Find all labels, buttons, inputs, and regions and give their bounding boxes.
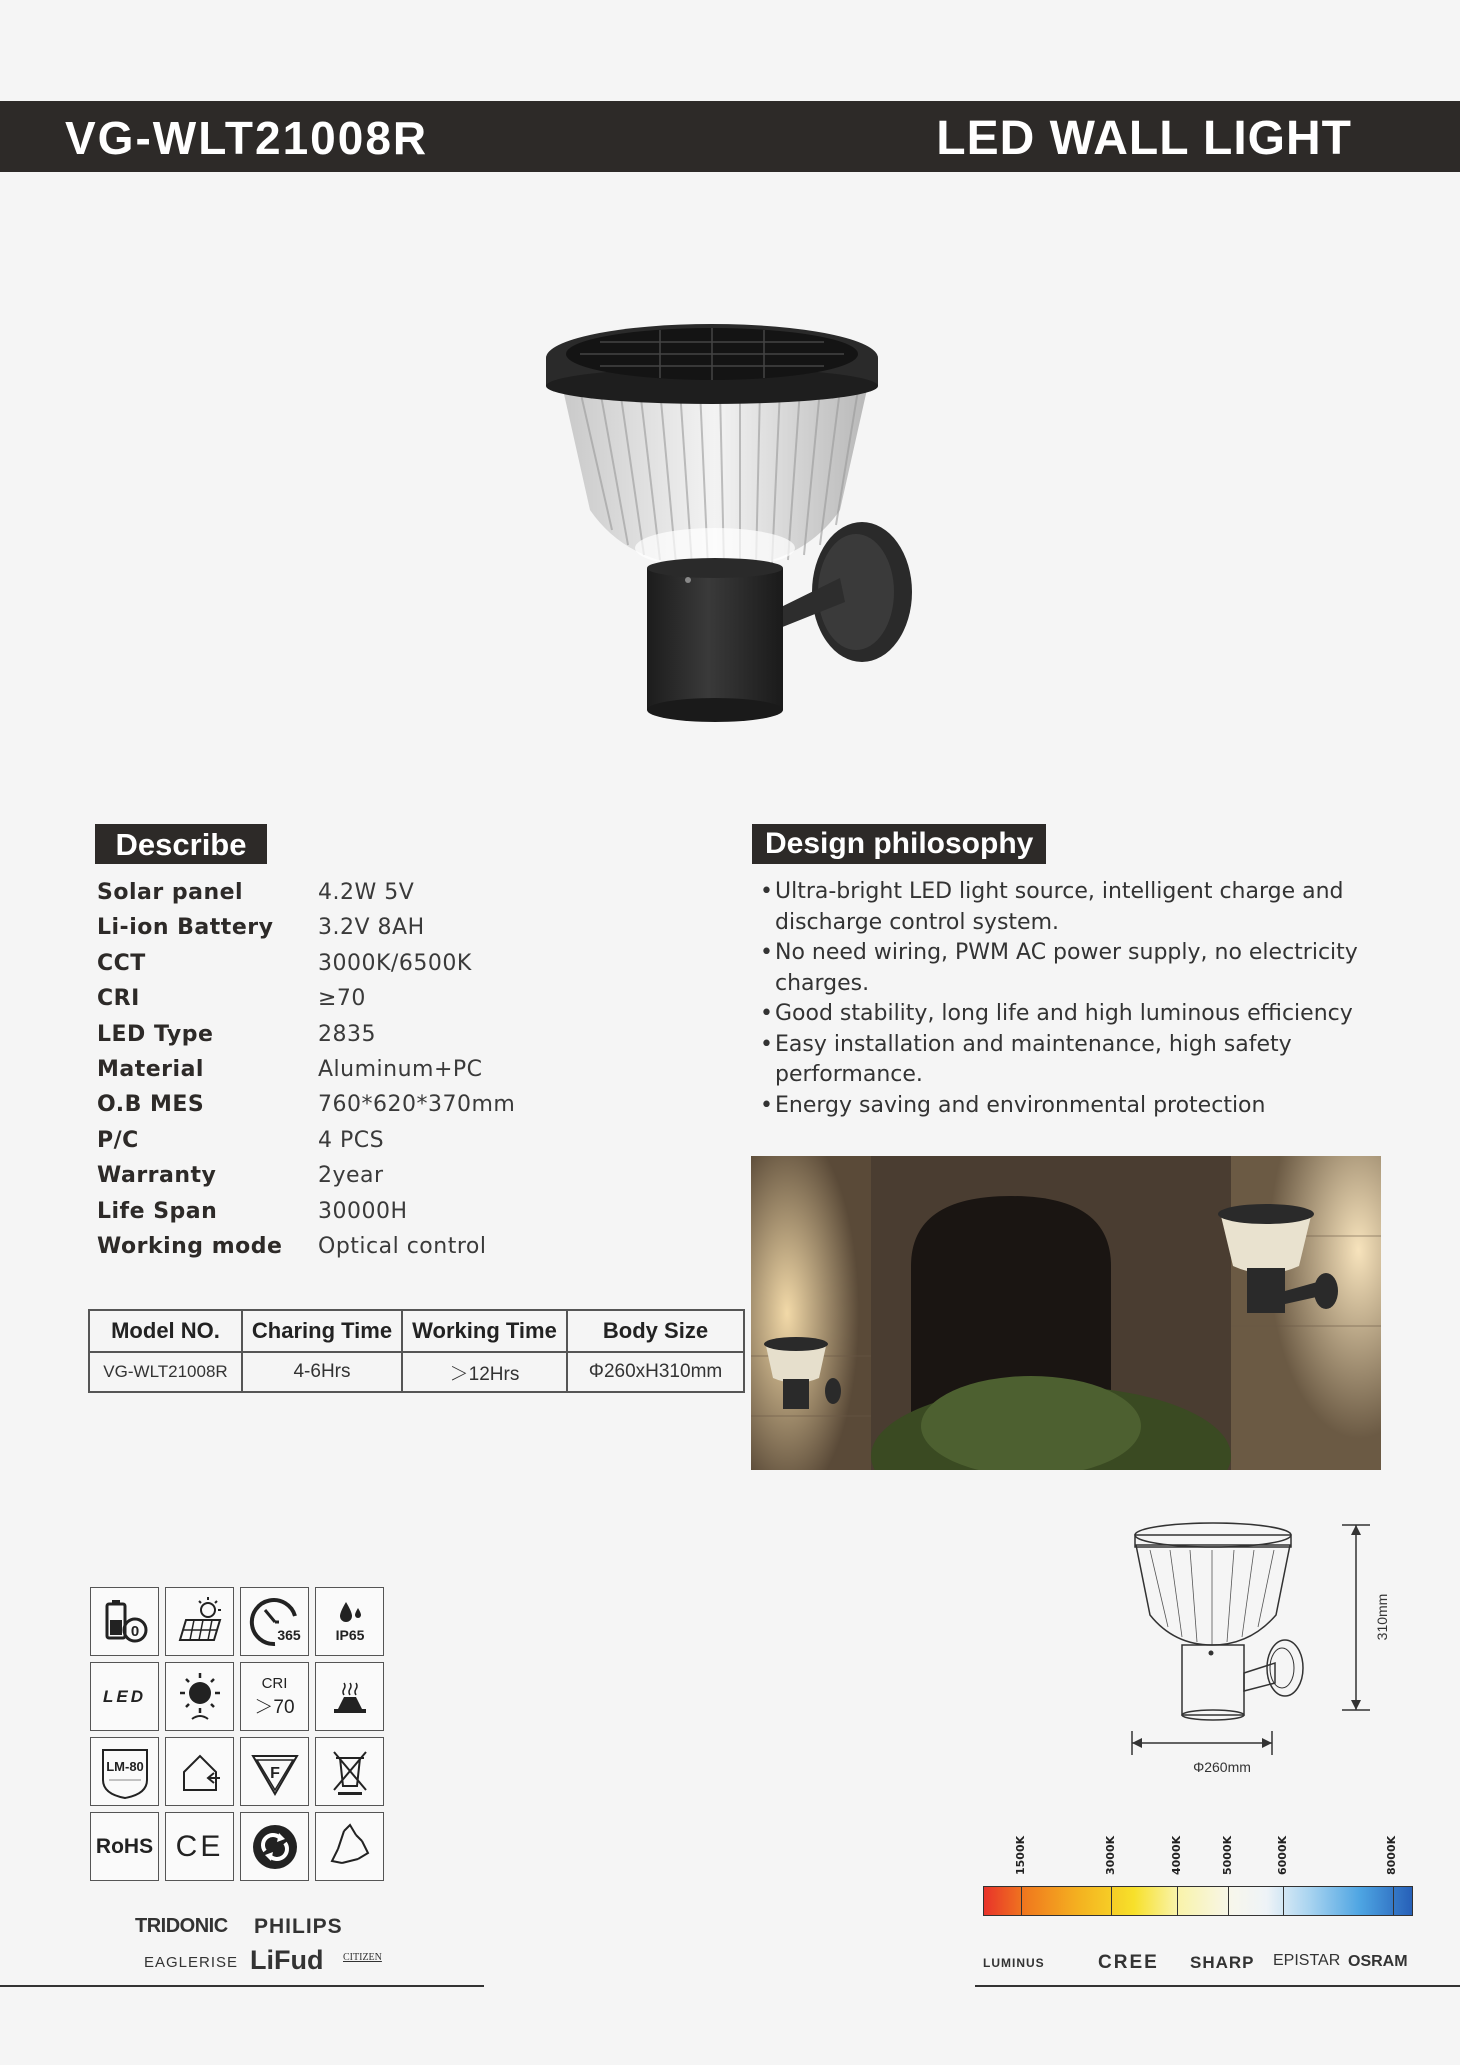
- cct-label: 4000K: [1170, 1835, 1183, 1875]
- footer-rule-right: [975, 1985, 1460, 1987]
- table-cell: Φ260xH310mm: [567, 1352, 744, 1392]
- dimension-drawing: [1110, 1505, 1400, 1795]
- spec-row: [97, 982, 557, 1016]
- svg-text:0: 0: [130, 1622, 139, 1640]
- spec-value: ≥70: [318, 986, 366, 1012]
- spec-label: P/C: [97, 1127, 139, 1153]
- spec-value: Aluminum+PC: [318, 1057, 483, 1082]
- spec-label: Li-ion Battery: [97, 915, 274, 941]
- table-header: Body Size: [567, 1310, 744, 1352]
- brand-eaglerise: EAGLERISE: [144, 1954, 239, 1971]
- spec-label: Life Span: [97, 1198, 218, 1224]
- design-bullet: • Easy installation and maintenance, high safety performance.: [760, 1030, 1360, 1091]
- svg-text:F: F: [269, 1764, 280, 1782]
- cct-tick: [1283, 1886, 1284, 1916]
- svg-text:365: 365: [276, 1626, 301, 1643]
- brand-luminus: LUMINUS: [983, 1956, 1045, 1970]
- spec-row: [97, 1088, 557, 1122]
- header-bar: [0, 101, 1460, 172]
- cct-tick: [1111, 1886, 1112, 1916]
- spec-row: [97, 911, 557, 945]
- recycle-triangle-icon: [315, 1812, 384, 1881]
- ip65-icon: [315, 1587, 384, 1656]
- spec-row: [97, 1159, 557, 1193]
- design-philosophy-title: Design philosophy: [752, 824, 1046, 864]
- recycle-arrow-icon: [240, 1812, 309, 1881]
- spec-label: Working mode: [97, 1234, 283, 1259]
- spec-row: [97, 1195, 557, 1229]
- diameter-dimension: Φ260mm: [1193, 1759, 1251, 1775]
- product-image: [540, 310, 920, 730]
- driver-brand-logos: [90, 1915, 390, 1985]
- brand-osram: OSRAM: [1348, 1953, 1408, 1970]
- cct-tick: [1177, 1886, 1178, 1916]
- describe-title: Describe: [95, 824, 267, 864]
- table-cell: ＞12Hrs: [402, 1352, 567, 1392]
- spec-label: Warranty: [97, 1163, 217, 1189]
- spec-value: 4 PCS: [318, 1127, 385, 1153]
- model-number: VG-WLT21008R: [65, 112, 429, 164]
- svg-text:IP65: IP65: [335, 1626, 364, 1643]
- battery-zero-icon: [90, 1587, 159, 1656]
- chip-brand-logos: [983, 1950, 1413, 1980]
- spec-row: [97, 876, 557, 910]
- house-arrow-icon: [165, 1737, 234, 1806]
- brand-citizen: CITIZEN: [343, 1952, 382, 1963]
- lm80-badge-icon: [90, 1737, 159, 1806]
- cct-tick: [1021, 1886, 1022, 1916]
- spec-label: CRI: [97, 986, 140, 1012]
- scene-photo: [751, 1156, 1381, 1470]
- f-mark-icon: [240, 1737, 309, 1806]
- solar-sun-icon: [165, 1587, 234, 1656]
- spec-value: 760*620*370mm: [318, 1092, 516, 1118]
- spec-value: Optical control: [318, 1234, 487, 1259]
- weee-bin-icon: [315, 1737, 384, 1806]
- product-type: LED WALL LIGHT: [936, 112, 1352, 165]
- table-header: Working Time: [402, 1310, 567, 1352]
- table-row: [89, 1352, 744, 1392]
- spec-label: Solar panel: [97, 880, 244, 905]
- cct-scale: [983, 1835, 1413, 1915]
- design-bullet: • Good stability, long life and high luminous efficiency: [760, 999, 1360, 1030]
- height-dimension: 310mm: [1374, 1593, 1390, 1641]
- table-cell: VG-WLT21008R: [89, 1352, 242, 1392]
- rohs-icon: RoHS: [90, 1812, 159, 1881]
- design-bullet: • No need wiring, PWM AC power supply, no electricity charges.: [760, 938, 1360, 999]
- design-bullet: • Ultra-bright LED light source, intelligent charge and discharge control system.: [760, 877, 1360, 938]
- led-icon: LED: [90, 1662, 159, 1731]
- brand-sharp: SHARP: [1190, 1953, 1255, 1972]
- cct-tick: [1228, 1886, 1229, 1916]
- spec-label: Material: [97, 1057, 204, 1082]
- brand-tridonic: TRIDONIC: [135, 1915, 228, 1937]
- clock-365-icon: [240, 1587, 309, 1656]
- spec-row: [97, 1124, 557, 1158]
- brand-lifud: LiFud: [250, 1945, 324, 1975]
- spec-row: [97, 1230, 557, 1264]
- spec-value: 2year: [318, 1163, 384, 1189]
- table-header: Model NO.: [89, 1310, 242, 1352]
- brand-epistar: EPISTAR: [1273, 1952, 1341, 1969]
- brand-philips: PHILIPS: [254, 1915, 343, 1938]
- spec-label: LED Type: [97, 1021, 214, 1047]
- spec-value: 2835: [318, 1021, 376, 1047]
- footer-rule-left: [0, 1985, 484, 1987]
- spec-value: 4.2W 5V: [318, 880, 415, 905]
- cct-label: 1500K: [1014, 1835, 1027, 1875]
- spec-row: [97, 1018, 557, 1052]
- cri-icon: CRI ＞70: [240, 1662, 309, 1731]
- spec-table: [88, 1309, 745, 1393]
- cct-label: 8000K: [1385, 1835, 1398, 1875]
- spec-row: [97, 1053, 557, 1087]
- spec-value: 3.2V 8AH: [318, 915, 425, 941]
- ce-icon: CE: [165, 1812, 234, 1881]
- certification-icons: [90, 1587, 386, 1883]
- spec-value: 30000H: [318, 1198, 408, 1224]
- design-bullets: [760, 877, 1360, 1121]
- spec-label: CCT: [97, 950, 146, 976]
- spec-value: 3000K/6500K: [318, 950, 472, 976]
- lamp-heat-icon: [315, 1662, 384, 1731]
- sensor-sun-icon: [165, 1662, 234, 1731]
- spec-row: [97, 947, 557, 981]
- cct-label: 6000K: [1276, 1835, 1289, 1875]
- cct-label: 5000K: [1221, 1835, 1234, 1875]
- design-bullet: • Energy saving and environmental protection: [760, 1091, 1360, 1122]
- table-cell: 4-6Hrs: [242, 1352, 402, 1392]
- cct-label: 3000K: [1104, 1835, 1117, 1875]
- spec-label: O.B MES: [97, 1092, 205, 1118]
- table-header: Charing Time: [242, 1310, 402, 1352]
- brand-cree: CREE: [1098, 1952, 1159, 1973]
- cct-tick: [1393, 1886, 1394, 1916]
- svg-text:LM-80: LM-80: [105, 1758, 144, 1774]
- cct-gradient-bar: [983, 1886, 1413, 1916]
